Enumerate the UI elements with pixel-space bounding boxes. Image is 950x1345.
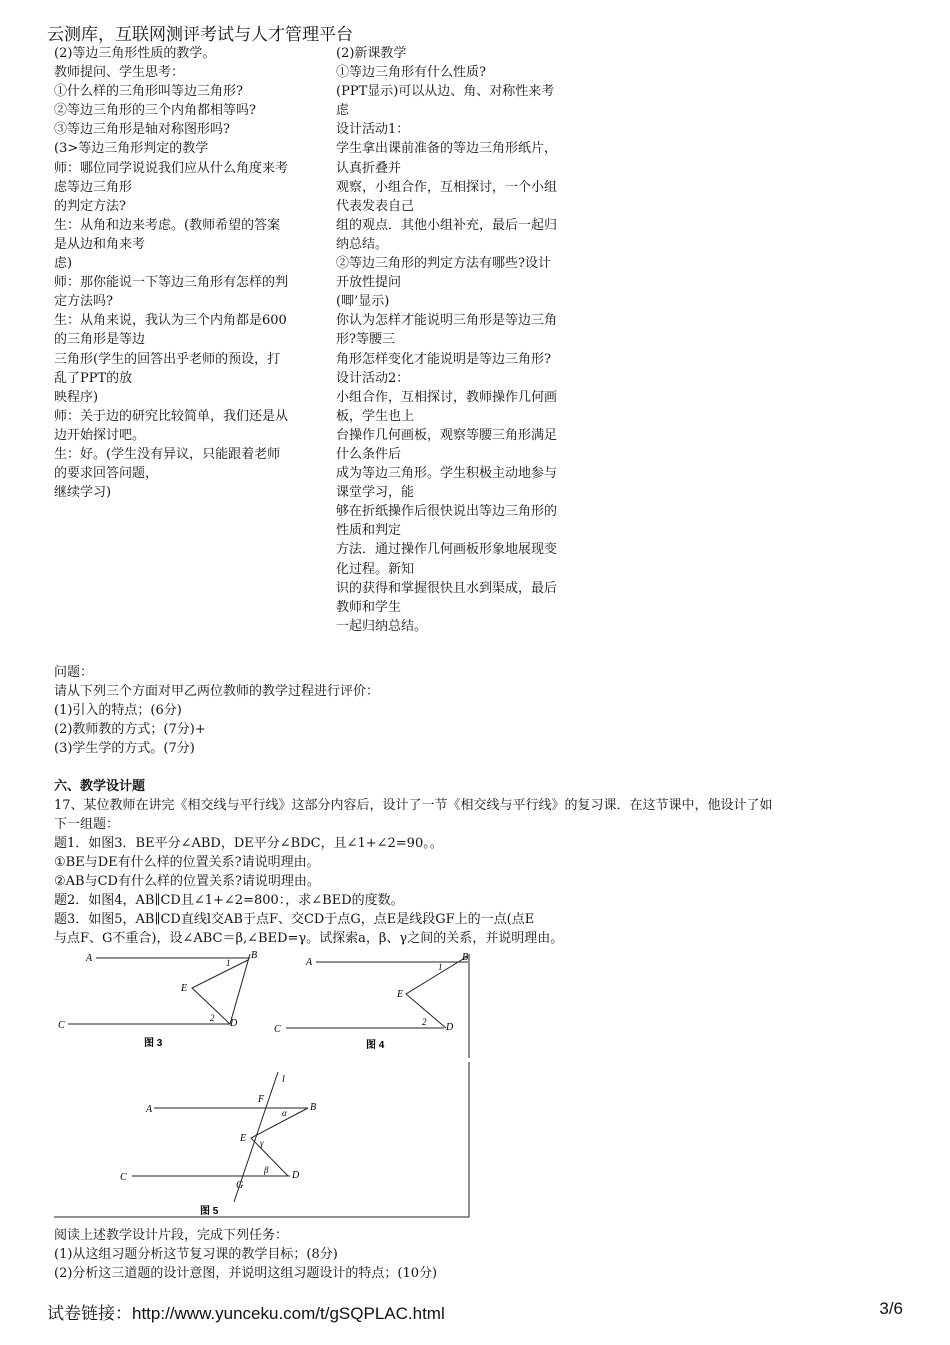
task-line: (1)从这组习题分析这节复习课的教学目标；(8分) [54, 1247, 338, 1262]
tasks-block [54, 1226, 904, 1283]
right-column-line: 形?等腰三 [336, 332, 395, 348]
right-column-line: ②等边三角形的判定方法有哪些?设计 [336, 256, 551, 272]
figure-3 [68, 954, 250, 1024]
fig4-caption: 图 4 [366, 1040, 385, 1051]
figure-5 [54, 1062, 474, 1222]
right-column-line: 你认为怎样才能说明三角形是等边三角 [336, 313, 558, 329]
right-column-line: 识的获得和掌握很快且水到渠成，最后 [336, 580, 558, 596]
left-column-line: 定方法吗? [54, 294, 113, 310]
right-column-line: 性质和判定 [336, 523, 402, 539]
fig4-label-A: A [306, 957, 313, 968]
left-column-line: 虑) [54, 256, 73, 272]
fig3-label-E: E [181, 983, 188, 994]
question-line: (2)教师教的方式；(7分)+ [54, 722, 206, 737]
left-column-line: 虑等边三角形 [54, 179, 133, 195]
section6-line: ①BE与DE有什么样的位置关系?请说明理由。 [54, 855, 320, 870]
question-line: (3)学生学的方式。(7分) [54, 741, 195, 756]
right-column-line: 设计活动2： [336, 370, 410, 386]
fig5-label-A: A [146, 1104, 153, 1115]
fig5-label-l: l [282, 1074, 285, 1085]
page-number: 3/6 [879, 1299, 903, 1318]
left-column-line: 生：好。(学生没有异议，只能跟着老师 [54, 446, 281, 462]
left-column-line: 教师提问、学生思考： [54, 65, 185, 81]
right-column-line: 纳总结。 [336, 236, 389, 252]
right-column-line: 角形怎样变化才能说明是等边三角形? [336, 351, 551, 367]
right-column-line: 台操作几何画板，观察等腰三角形满足 [336, 427, 558, 443]
left-column-line: 乱了PPT的放 [54, 370, 133, 386]
right-column-line: 方法．通过操作几何画板形象地展现变 [336, 542, 558, 558]
exam-link[interactable]: 试卷链接：http://www.yunceku.com/t/gSQPLAC.html [47, 1304, 445, 1323]
left-column-text [54, 44, 334, 502]
section6-line: ②AB与CD有什么样的位置关系?请说明理由。 [54, 874, 320, 889]
right-column-line: 板，学生也上 [336, 408, 415, 424]
section6-line: 题2．如图4，AB∥CD且∠1+∠2=800：，求∠BED的度数。 [54, 893, 404, 908]
fig5-label-D: D [292, 1170, 300, 1181]
right-column-line: 课堂学习，能 [336, 485, 415, 501]
section6-body [54, 796, 904, 948]
right-column-line: 教师和学生 [336, 599, 402, 615]
left-column-line: 的三角形是等边 [54, 332, 146, 348]
fig5-label-alpha: α [282, 1108, 287, 1118]
fig4-label-2: 2 [422, 1017, 427, 1027]
fig4-label-C: C [274, 1024, 281, 1035]
left-column-line: 的要求回答问题， [54, 466, 159, 482]
right-column-line: (2)新课教学 [336, 46, 407, 61]
left-column-line: 的判定方法? [54, 198, 126, 214]
fig5-label-C: C [120, 1172, 127, 1183]
question-block [54, 663, 904, 758]
right-column-line: 组的观点．其他小组补充，最后一起归 [336, 217, 558, 233]
left-column-line: ①什么样的三角形叫等边三角形? [54, 84, 243, 100]
page-header-title: 云测库，互联网测评考试与人才管理平台 [47, 25, 353, 45]
left-column-line: 映程序) [54, 389, 99, 405]
section6-line: 下一组题： [54, 817, 120, 832]
right-column-line: 设计活动1： [336, 122, 410, 138]
fig5-caption: 图 5 [200, 1206, 219, 1217]
right-column-line: 认真折叠并 [336, 160, 402, 176]
fig3-label-A: A [86, 953, 93, 964]
right-column-text [336, 44, 606, 636]
fig3-label-C: C [58, 1020, 65, 1031]
left-column-line: ②等边三角形的三个内角都相等吗? [54, 103, 256, 119]
right-column-line: 开放性提问 [336, 275, 402, 291]
section-heading: 六、教学设计题 [54, 779, 146, 794]
section6-line: 题1．如图3．BE平分∠ABD，DE平分∠BDC，且∠1+∠2=90。。 [54, 836, 443, 851]
left-column-line: (3>等边三角形判定的教学 [54, 141, 209, 157]
fig4-label-1: 1 [438, 962, 443, 972]
section6-line: 题3．如图5，AB∥CD直线l交AB于点F、交CD于点G，点E是线段GF上的一点(点E [54, 912, 535, 927]
left-column-line: 师：哪位同学说说我们应从什么角度来考 [54, 160, 289, 176]
fig4-label-D: D [446, 1022, 454, 1033]
task-line: 阅读上述教学设计片段，完成下列任务： [54, 1228, 289, 1243]
right-column-line: 什么条件后 [336, 446, 402, 462]
task-line: (2)分析这三道题的设计意图，并说明这组习题设计的特点；(10分) [54, 1266, 438, 1281]
left-column-line: (2)等边三角形性质的教学。 [54, 46, 216, 61]
right-column-line: 小组合作，互相探讨，教师操作几何画 [336, 389, 558, 405]
fig5-label-E: E [240, 1133, 247, 1144]
fig3-label-D: D [230, 1018, 238, 1029]
left-column-line: 师：关于边的研究比较简单，我们还是从 [54, 408, 289, 424]
left-column-line: ③等边三角形是轴对称图形吗? [54, 122, 230, 138]
section6-line: 17、某位教师在讲完《相交线与平行线》这部分内容后，设计了一节《相交线与平行线》的复习课．在这节课中，他设计了如 [54, 798, 773, 813]
left-column-line: 是从边和角来考 [54, 236, 146, 252]
right-column-line: (唧’显示) [336, 294, 390, 310]
left-column-line: 边开始探讨吧。 [54, 427, 146, 443]
left-column-line: 三角形(学生的回答出乎老师的预设，打 [54, 351, 281, 367]
left-column-line: 师：那你能说一下等边三角形有怎样的判 [54, 275, 289, 291]
fig3-label-1: 1 [226, 958, 231, 968]
fig3-label-2: 2 [210, 1013, 215, 1023]
right-column-line: (PPT显示)可以从边、角、对称性来考 [336, 84, 555, 100]
right-column-line: 一起归纳总结。 [336, 618, 428, 634]
fig5-label-B: B [310, 1102, 317, 1113]
fig3-label-B: B [251, 950, 258, 961]
right-column-line: 代表发表自己 [336, 198, 415, 214]
right-column-line: 虑 [336, 103, 350, 119]
figure-3-and-4 [54, 950, 474, 1060]
right-column-line: 观察，小组合作，互相探讨，一个小组 [336, 179, 558, 195]
right-column-line: 够在折纸操作后很快说出等边三角形的 [336, 504, 558, 520]
section6-line: 与点F、G不重合)，设∠ABC＝β,∠BED=γ。试探索a，β、γ之间的关系，并说明理由。 [54, 931, 564, 946]
right-column-line: 学生拿出课前准备的等边三角形纸片， [336, 141, 558, 157]
question-line: 请从下列三个方面对甲乙两位教师的教学过程进行评价： [54, 684, 380, 699]
fig5-label-F: F [258, 1094, 265, 1105]
fig5-label-G: G [236, 1180, 244, 1191]
right-column-line: 化过程。新知 [336, 561, 415, 577]
left-column-line: 继续学习) [54, 485, 112, 501]
right-column-line: ①等边三角形有什么性质? [336, 65, 486, 81]
right-column-line: 成为等边三角形。学生积极主动地参与 [336, 466, 558, 482]
question-line: 问题： [54, 665, 94, 680]
fig4-label-B: B [462, 952, 469, 963]
question-line: (1)引入的特点；(6分) [54, 703, 182, 718]
fig3-caption: 图 3 [144, 1038, 163, 1049]
left-column-line: 生：从角和边来考虑。(教师希望的答案 [54, 217, 281, 233]
fig4-label-E: E [397, 989, 404, 1000]
fig5-label-gamma: γ [260, 1138, 264, 1148]
fig5-label-beta: β [264, 1165, 269, 1175]
left-column-line: 生：从角来说，我认为三个内角都是600 [54, 313, 287, 329]
